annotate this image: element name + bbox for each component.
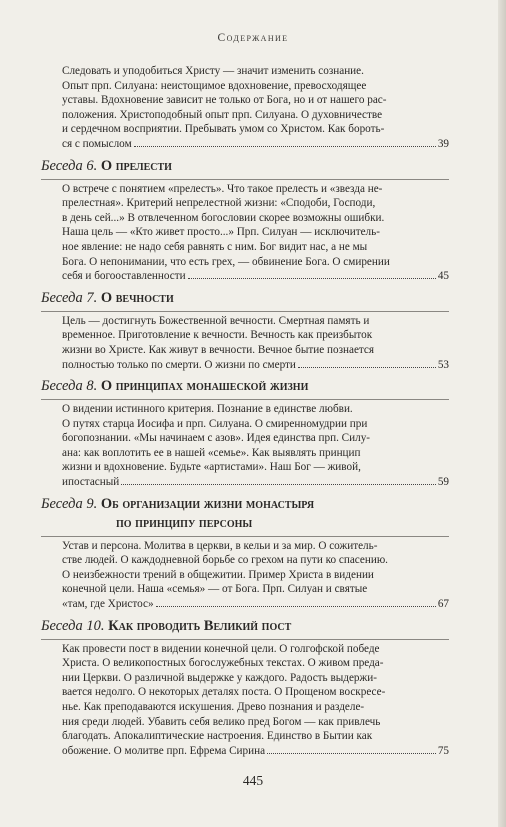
table-of-contents xyxy=(41,64,449,763)
entry-title: Как проводить Великий пост xyxy=(108,617,292,634)
dot-leader xyxy=(156,606,436,607)
toc-entry-continued xyxy=(41,64,449,152)
entry-number: Беседа 8. xyxy=(41,378,98,395)
summary-line: Опыт прп. Силуана: неистощимое вдохновение, превосходящее xyxy=(62,79,367,92)
folio-page-number: 445 xyxy=(242,773,264,788)
summary-line: Христа. О великопостных богослужебных текстах. О живом преда- xyxy=(62,657,384,670)
dot-leader xyxy=(188,278,436,279)
toc-entry xyxy=(41,289,449,372)
toc-entry xyxy=(41,377,449,490)
entry-summary xyxy=(41,642,449,759)
summary-line: стве людей. О каждодневной борьбе со грехом на пути ко спасению. xyxy=(62,554,388,567)
page-number: 53 xyxy=(437,358,449,371)
summary-line: в день сей...» В отвлеченном богословии скорее возможны ошибки. xyxy=(62,211,385,224)
summary-line: конечной цели. Наша «семья» — от Бога. Прп. Силуан и святые xyxy=(62,583,368,596)
running-head: Содержание xyxy=(217,32,289,44)
entry-heading xyxy=(41,377,449,400)
summary-last-line xyxy=(62,269,449,284)
summary-line-text: ипостасный xyxy=(62,476,120,489)
summary-line: О встрече с понятием «прелесть». Что такое прелесть и «звезда не- xyxy=(62,182,383,195)
summary-line: жизни во Христе. Как живут в вечности. Вечное бытие познается xyxy=(62,343,375,356)
summary-line: О видении истинного критерия. Познание в единстве любви. xyxy=(62,403,353,416)
summary-line: вается недолго. О некоторых деталях поста. О Прощеном воскресе- xyxy=(62,686,386,699)
summary-line: жизни и вдохновение. Будьте «артистами». Наш Бог — живой, xyxy=(62,461,361,474)
entry-heading xyxy=(41,289,449,312)
dot-leader xyxy=(134,146,436,147)
entry-summary xyxy=(41,64,449,152)
summary-line: ана: как воплотить ее в нашей «семье». Как выявлять принцип xyxy=(62,446,361,459)
entry-title: О прелести xyxy=(100,157,172,174)
entry-number: Беседа 9. xyxy=(41,495,98,512)
summary-line: О путях старца Иосифа и прп. Силуана. О смиренномудрии при xyxy=(62,417,368,430)
dot-leader xyxy=(267,753,436,754)
summary-line-text: «там, где Христос» xyxy=(62,598,154,611)
summary-last-line xyxy=(62,475,449,490)
summary-line-text: обожение. О молитве прп. Ефрема Сирина xyxy=(62,744,266,757)
summary-last-line xyxy=(62,597,449,612)
entry-heading xyxy=(41,617,449,640)
dot-leader xyxy=(121,484,436,485)
page-number: 75 xyxy=(437,744,449,757)
toc-entry xyxy=(41,617,449,759)
summary-line: Как провести пост в видении конечной цели. О голгофской победе xyxy=(62,642,380,655)
summary-line: ния среди людей. Убавить себя велико пред Богом — как привлечь xyxy=(62,715,381,728)
page-number: 67 xyxy=(437,598,449,611)
summary-line: нье. Как преподаваются искушения. Древо познания и разделе- xyxy=(62,701,365,713)
summary-line: временное. Приготовление к вечности. Вечность как преизбыток xyxy=(62,329,373,342)
page-number: 59 xyxy=(437,476,449,489)
summary-last-line xyxy=(62,358,449,373)
summary-line: Наша цель — «Кто живет просто...» Прп. Силуан — исключитель- xyxy=(62,226,380,239)
toc-entry xyxy=(41,157,449,284)
entry-summary xyxy=(41,182,449,284)
dot-leader xyxy=(298,367,436,368)
summary-line: прелестная». Критерий непрелестной жизни: «Сподоби, Господи, xyxy=(62,197,376,210)
page-number: 39 xyxy=(437,137,449,150)
summary-line: Следовать и уподобиться Христу — значит изменить сознание. xyxy=(62,65,364,77)
entry-number: Беседа 6. xyxy=(41,157,98,174)
summary-line-text: ся с помыслом xyxy=(62,137,132,150)
summary-line: ное явление: не надо себя равнять с ним. Бог видит нас, а не мы xyxy=(62,240,368,253)
summary-last-line xyxy=(62,744,449,759)
entry-summary xyxy=(41,539,449,612)
entry-heading xyxy=(41,157,449,180)
entry-title: О принципах монашеской жизни xyxy=(100,378,309,395)
summary-line-text: полностью только по смерти. О жизни по смерти xyxy=(62,358,296,371)
summary-line: богопознании. «Мы начинаем с азов». Идея единства прп. Силу- xyxy=(62,432,371,445)
summary-line: Устав и персона. Молитва в церкви, в кельи и за мир. О сожитель- xyxy=(62,539,378,552)
page-number: 45 xyxy=(437,270,449,283)
entry-summary xyxy=(41,314,449,372)
entry-title-continued: по принципу персоны xyxy=(116,514,253,531)
entry-heading xyxy=(41,495,449,537)
entry-title: Об организации жизни монастыря xyxy=(100,495,315,512)
summary-line: и сердечном восприятии. Пребывать умом со Христом. Как бороть- xyxy=(62,123,385,136)
entry-title: О вечности xyxy=(100,289,174,306)
page-edge xyxy=(498,0,506,827)
entry-number: Беседа 7. xyxy=(41,289,98,306)
summary-line: благодать. Апокалиптические настроения. Единство в Бытии как xyxy=(62,730,373,743)
summary-line: Цель — достигнуть Божественной вечности. Смертная память и xyxy=(62,314,370,327)
summary-line-text: себя и богооставленности xyxy=(62,270,186,283)
summary-line: положения. Христоподобный опыт прп. Силуана. О духовничестве xyxy=(62,108,383,121)
summary-last-line xyxy=(62,137,449,152)
entry-number: Беседа 10. xyxy=(41,617,105,634)
entry-summary xyxy=(41,402,449,490)
summary-line: уставы. Вдохновение зависит не только от Бога, но и от нашего рас- xyxy=(62,94,387,107)
summary-line: нии Церкви. О различной выдержке у каждого. Радость выдержи- xyxy=(62,671,377,684)
summary-line: О неизбежности трений в общежитии. Пример Христа в видении xyxy=(62,568,374,581)
toc-entry xyxy=(41,495,449,612)
summary-line: Бога. О непонимании, что есть грех, — обвинение Бога. О смирении xyxy=(62,255,390,268)
